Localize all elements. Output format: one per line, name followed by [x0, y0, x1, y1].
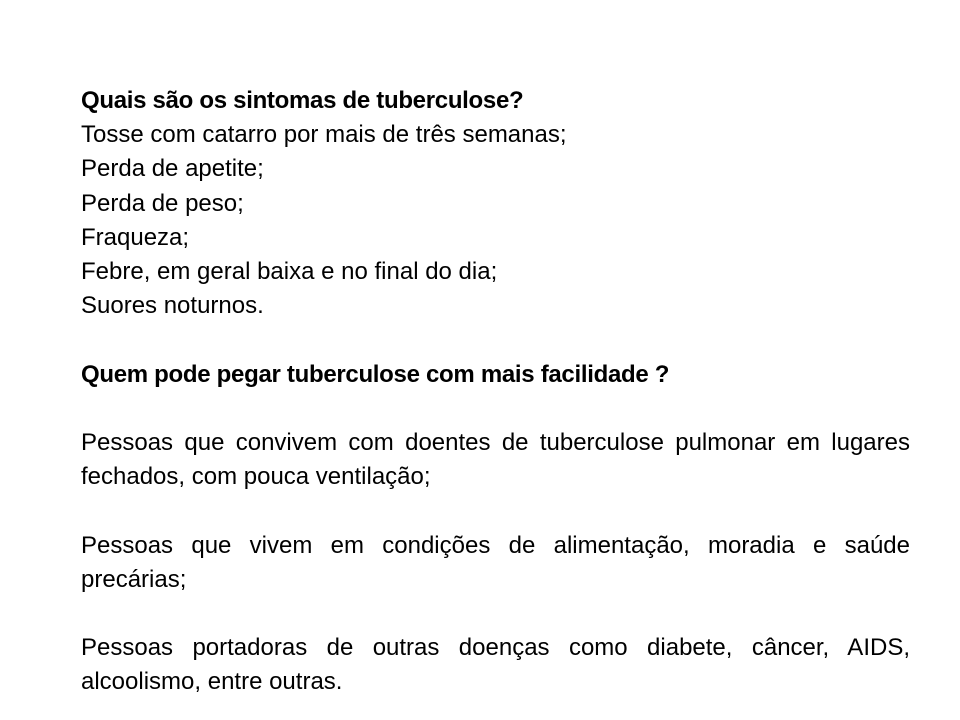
risk-group-paragraph: Pessoas que vivem em condições de alimentação, moradia e saúde precárias; [81, 531, 910, 593]
risk-group-paragraph: Pessoas portadoras de outras doenças como diabete, câncer, AIDS, alcoolismo, entre outras. [81, 634, 910, 696]
spacer [81, 323, 910, 357]
risk-group-paragraph: Pessoas que convivem com doentes de tuberculose pulmonar em lugares fechados, com pouca ventilação; [81, 429, 910, 491]
symptom-item: Fraqueza; [81, 223, 190, 251]
symptom-item: Tosse com catarro por mais de três semanas; [81, 121, 567, 149]
spacer [81, 494, 910, 528]
symptom-item: Suores noturnos. [81, 292, 264, 320]
spacer [81, 597, 910, 631]
symptom-item: Perda de apetite; [81, 155, 264, 183]
symptom-item: Febre, em geral baixa e no final do dia; [81, 258, 498, 286]
risk-groups-heading: Quem pode pegar tuberculose com mais facilidade ? [81, 360, 670, 388]
symptom-item: Perda de peso; [81, 189, 244, 217]
symptoms-heading: Quais são os sintomas de tuberculose? [81, 87, 524, 114]
slide-content [81, 84, 910, 700]
spacer [81, 392, 910, 426]
